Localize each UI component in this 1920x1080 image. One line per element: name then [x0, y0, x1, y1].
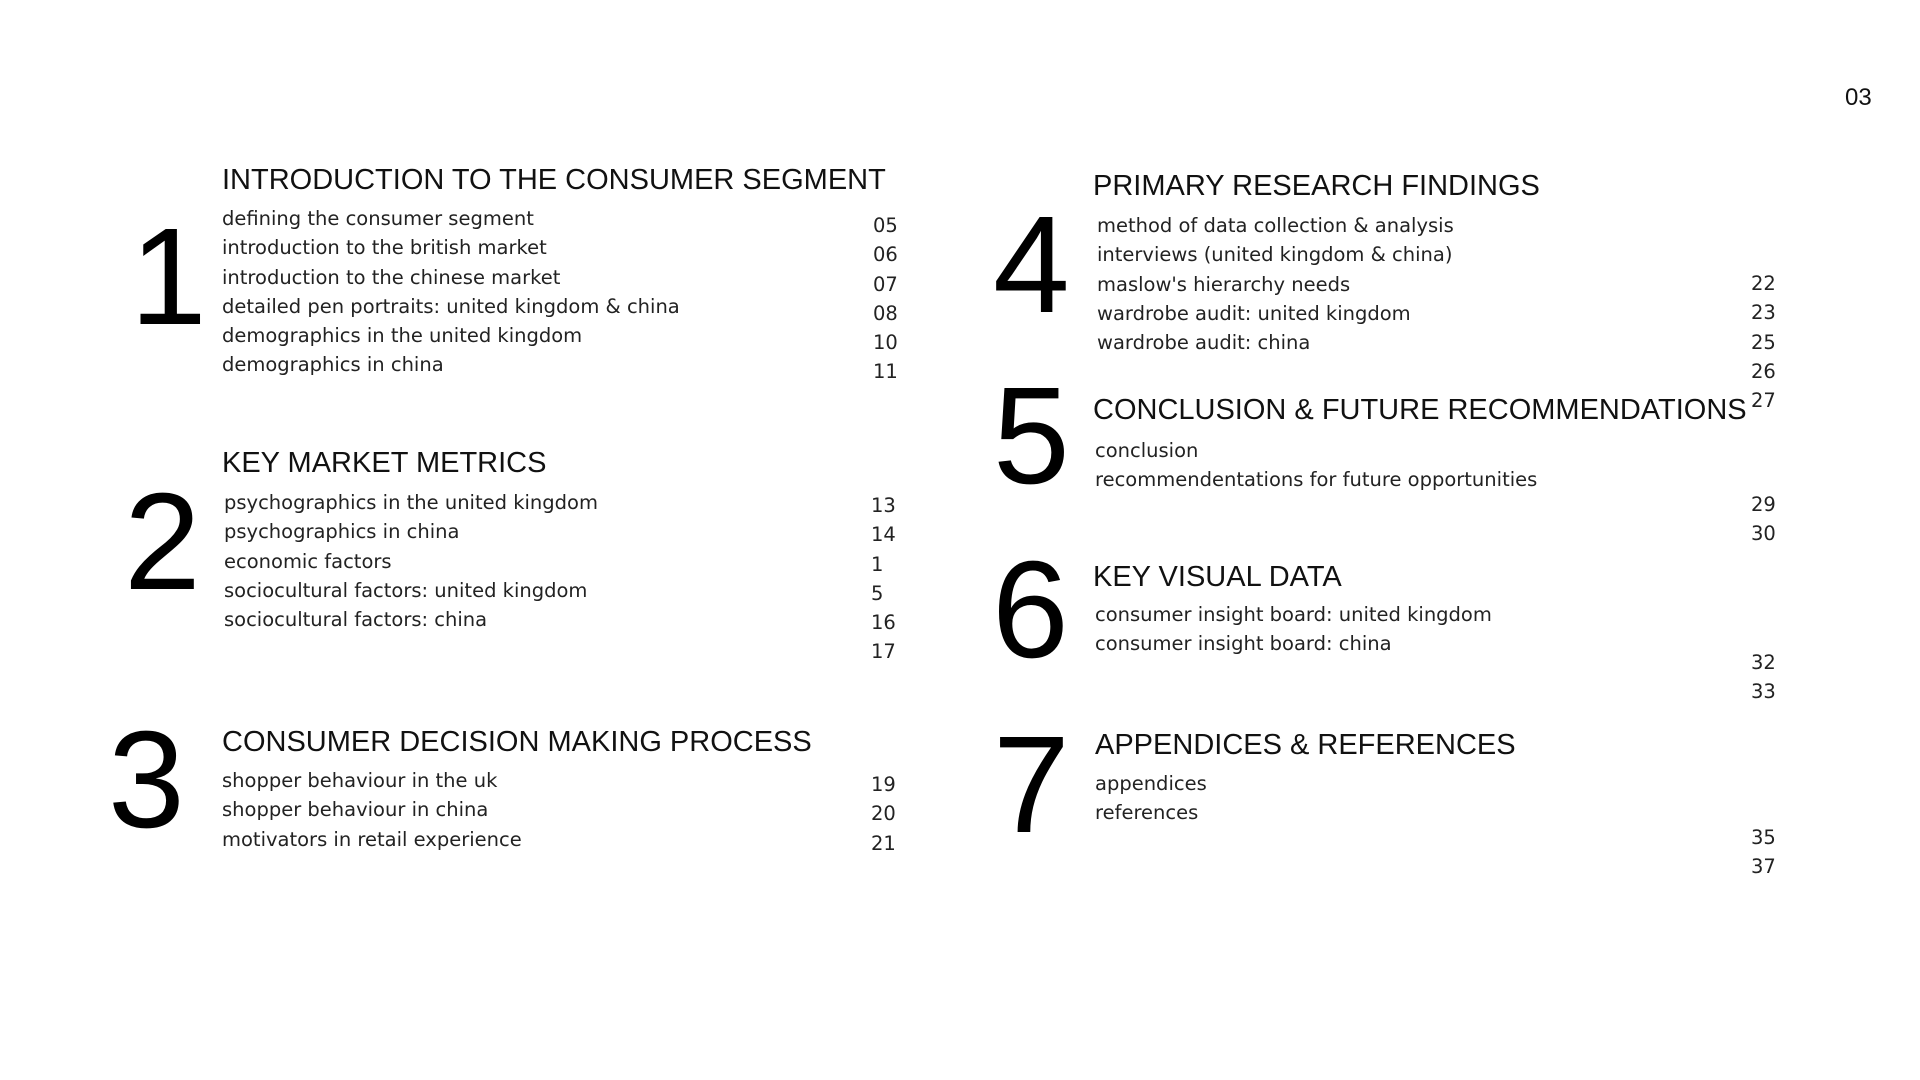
section-5-items	[1095, 436, 1537, 495]
toc-item[interactable]: appendices	[1095, 772, 1207, 795]
page-ref: 08	[873, 301, 898, 325]
section-2-title: KEY MARKET METRICS	[222, 447, 547, 479]
toc-item[interactable]: detailed pen portraits: united kingdom & china	[222, 294, 680, 318]
page-ref: 35	[1751, 826, 1776, 849]
page-ref: 29	[1751, 493, 1776, 516]
toc-item[interactable]: method of data collection & analysis	[1097, 214, 1454, 237]
section-7-number: 7	[993, 708, 1070, 862]
section-4-pages	[1751, 269, 1776, 415]
page-ref: 1	[871, 552, 884, 576]
page-ref: 21	[871, 831, 896, 855]
section-5-pages	[1751, 490, 1776, 549]
toc-item[interactable]: introduction to the chinese market	[222, 265, 561, 289]
toc-item[interactable]: references	[1095, 801, 1199, 825]
toc-item[interactable]: defining the consumer segment	[222, 207, 534, 230]
toc-item[interactable]: wardrobe audit: united kingdom	[1097, 301, 1411, 325]
section-7-items	[1095, 769, 1207, 828]
section-6-pages	[1751, 648, 1776, 707]
section-1-number: 1	[130, 200, 207, 354]
section-7-title: APPENDICES & REFERENCES	[1095, 729, 1516, 761]
page-ref: 32	[1751, 651, 1776, 674]
section-3-items	[222, 766, 522, 854]
page-ref: 22	[1751, 272, 1776, 295]
page-ref: 14	[871, 523, 896, 547]
toc-item[interactable]: psychographics in china	[224, 520, 460, 544]
toc-item[interactable]: recommendentations for future opportunities	[1095, 468, 1538, 492]
page-ref: 19	[871, 773, 896, 796]
section-1-pages	[873, 211, 898, 387]
page-ref: 17	[871, 640, 896, 664]
page-ref: 13	[871, 494, 896, 517]
section-6-title: KEY VISUAL DATA	[1093, 561, 1342, 593]
toc-item[interactable]: shopper behaviour in the uk	[222, 769, 498, 792]
toc-item[interactable]: wardrobe audit: china	[1097, 331, 1311, 355]
toc-item[interactable]: consumer insight board: china	[1095, 632, 1392, 656]
section-1-title: INTRODUCTION TO THE CONSUMER SEGMENT	[222, 164, 886, 196]
page-ref: 5	[871, 581, 884, 605]
toc-item[interactable]: demographics in china	[222, 353, 444, 377]
page-ref: 23	[1751, 301, 1776, 325]
section-1-items	[222, 204, 680, 380]
section-6-number: 6	[992, 533, 1069, 687]
section-3-title: CONSUMER DECISION MAKING PROCESS	[222, 726, 812, 758]
page-ref: 10	[873, 331, 898, 355]
page-ref: 33	[1751, 680, 1776, 704]
toc-item[interactable]: economic factors	[224, 549, 392, 573]
section-5-title: CONCLUSION & FUTURE RECOMMENDATIONS	[1093, 394, 1747, 426]
page-ref: 37	[1751, 855, 1776, 879]
section-4-items	[1097, 211, 1454, 357]
toc-item[interactable]: maslow's hierarchy needs	[1097, 272, 1351, 296]
section-4-title: PRIMARY RESEARCH FINDINGS	[1093, 170, 1540, 202]
page-ref: 20	[871, 802, 896, 826]
section-3-pages	[871, 770, 896, 858]
section-3-number: 3	[108, 703, 185, 857]
toc-item[interactable]: sociocultural factors: china	[224, 608, 488, 632]
section-4-number: 4	[993, 188, 1070, 342]
toc-item[interactable]: introduction to the british market	[222, 236, 547, 260]
page-ref: 26	[1751, 359, 1776, 383]
page-ref: 25	[1751, 330, 1776, 354]
page-ref: 30	[1751, 522, 1776, 546]
toc-item[interactable]: consumer insight board: united kingdom	[1095, 603, 1492, 626]
toc-item[interactable]: motivators in retail experience	[222, 827, 522, 851]
toc-item[interactable]: shopper behaviour in china	[222, 798, 489, 822]
section-2-number: 2	[124, 465, 201, 619]
page-ref: 05	[873, 214, 898, 237]
page-ref: 27	[1751, 389, 1776, 413]
page-ref: 11	[873, 360, 898, 384]
page-ref: 06	[873, 243, 898, 267]
page-ref: 16	[871, 611, 896, 635]
section-2-items	[224, 488, 598, 634]
section-5-number: 5	[993, 359, 1070, 513]
page-ref: 07	[873, 272, 898, 296]
section-6-items	[1095, 600, 1492, 659]
toc-item[interactable]: interviews (united kingdom & china)	[1097, 243, 1453, 267]
toc-item[interactable]: psychographics in the united kingdom	[224, 491, 598, 514]
section-7-pages	[1751, 823, 1776, 882]
page-number: 03	[1845, 84, 1872, 111]
toc-item[interactable]: conclusion	[1095, 439, 1199, 462]
toc-item[interactable]: sociocultural factors: united kingdom	[224, 578, 588, 602]
toc-item[interactable]: demographics in the united kingdom	[222, 324, 583, 348]
section-2-pages	[871, 491, 896, 667]
